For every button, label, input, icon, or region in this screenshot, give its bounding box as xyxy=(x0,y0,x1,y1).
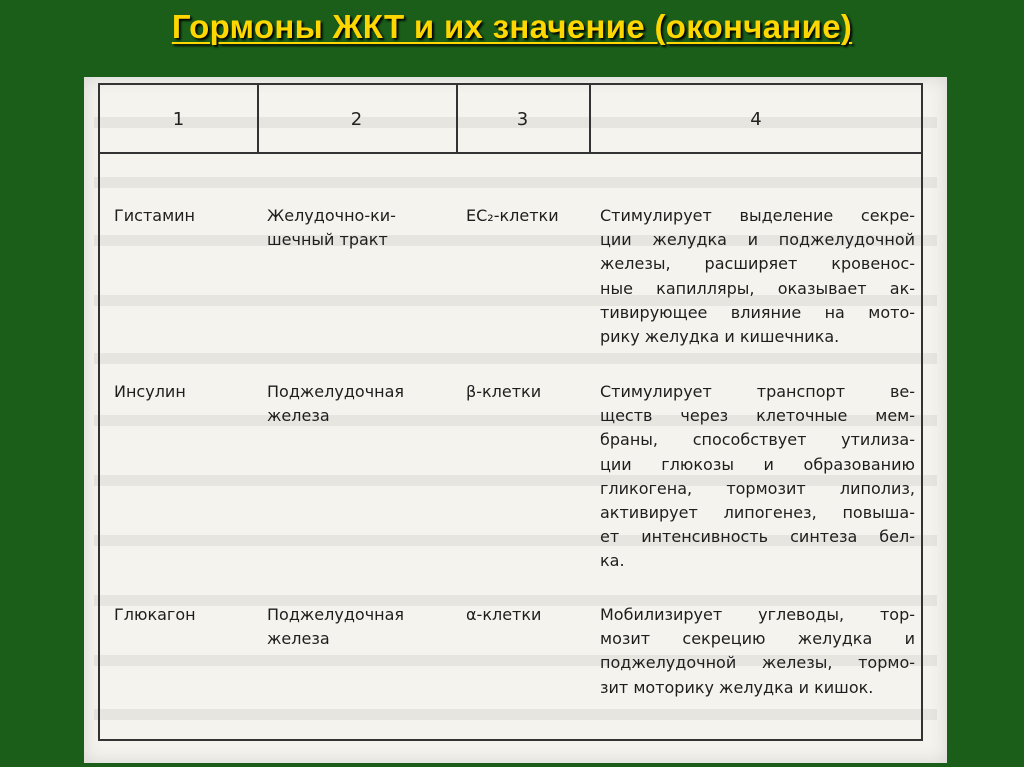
slide-title: Гормоны ЖКТ и их значение (окончание) xyxy=(171,8,853,45)
hormone-effect xyxy=(600,603,915,700)
hormone-effect xyxy=(600,380,915,574)
site-line: железа xyxy=(267,406,330,426)
hormone-effect xyxy=(600,204,915,349)
hormone-name: Гистамин xyxy=(114,206,196,225)
secretion-site xyxy=(267,603,452,651)
scanned-page xyxy=(84,77,947,763)
cell-type: β-клетки xyxy=(466,382,542,401)
effect-line: ществ через клеточные мем- xyxy=(600,406,915,426)
hormone-name: Инсулин xyxy=(114,382,186,401)
site-line: шечный тракт xyxy=(267,230,388,250)
header-col-1: 1 xyxy=(172,109,185,130)
site-line: Поджелудочная xyxy=(267,605,405,624)
header-col-3: 3 xyxy=(516,109,529,130)
effect-line: Стимулирует выделение секре- xyxy=(600,206,915,225)
hormone-table xyxy=(98,83,923,741)
effect-line: зит моторику желудка и кишок. xyxy=(600,677,874,697)
effect-line: ные капилляры, оказывает ак- xyxy=(600,278,915,298)
site-line: железа xyxy=(267,629,330,649)
site-line: Поджелудочная xyxy=(267,382,405,401)
hormone-name: Глюкагон xyxy=(114,605,196,624)
effect-line: железы, расширяет кровенос- xyxy=(600,254,915,274)
effect-line: Мобилизирует углеводы, тор- xyxy=(600,605,915,624)
header-col-4: 4 xyxy=(750,109,762,130)
effect-line: тивирующее влияние на мото- xyxy=(600,302,915,322)
header-col-2: 2 xyxy=(350,109,363,130)
header-divider xyxy=(100,152,921,154)
cell-type: ЕС₂-клетки xyxy=(466,206,559,225)
secretion-site xyxy=(267,204,452,252)
effect-line: гликогена, тормозит липолиз, xyxy=(600,478,915,498)
effect-line: ка. xyxy=(600,551,625,571)
effect-line: поджелудочной железы, тормо- xyxy=(600,653,915,673)
effect-line: активирует липогенез, повыша- xyxy=(600,503,915,523)
effect-line: браны, способствует утилиза- xyxy=(600,430,915,450)
effect-line: ции желудка и поджелудочной xyxy=(600,230,915,250)
site-line: Желудочно-ки- xyxy=(267,206,396,225)
effect-line: ции глюкозы и образованию xyxy=(600,454,915,474)
effect-line: мозит секрецию желудка и xyxy=(600,629,915,649)
effect-line: ет интенсивность синтеза бел- xyxy=(600,527,915,547)
cell-type: α-клетки xyxy=(466,605,542,624)
effect-line: рику желудка и кишечника. xyxy=(600,327,840,347)
secretion-site xyxy=(267,380,452,428)
effect-line: Стимулирует транспорт ве- xyxy=(600,382,915,401)
